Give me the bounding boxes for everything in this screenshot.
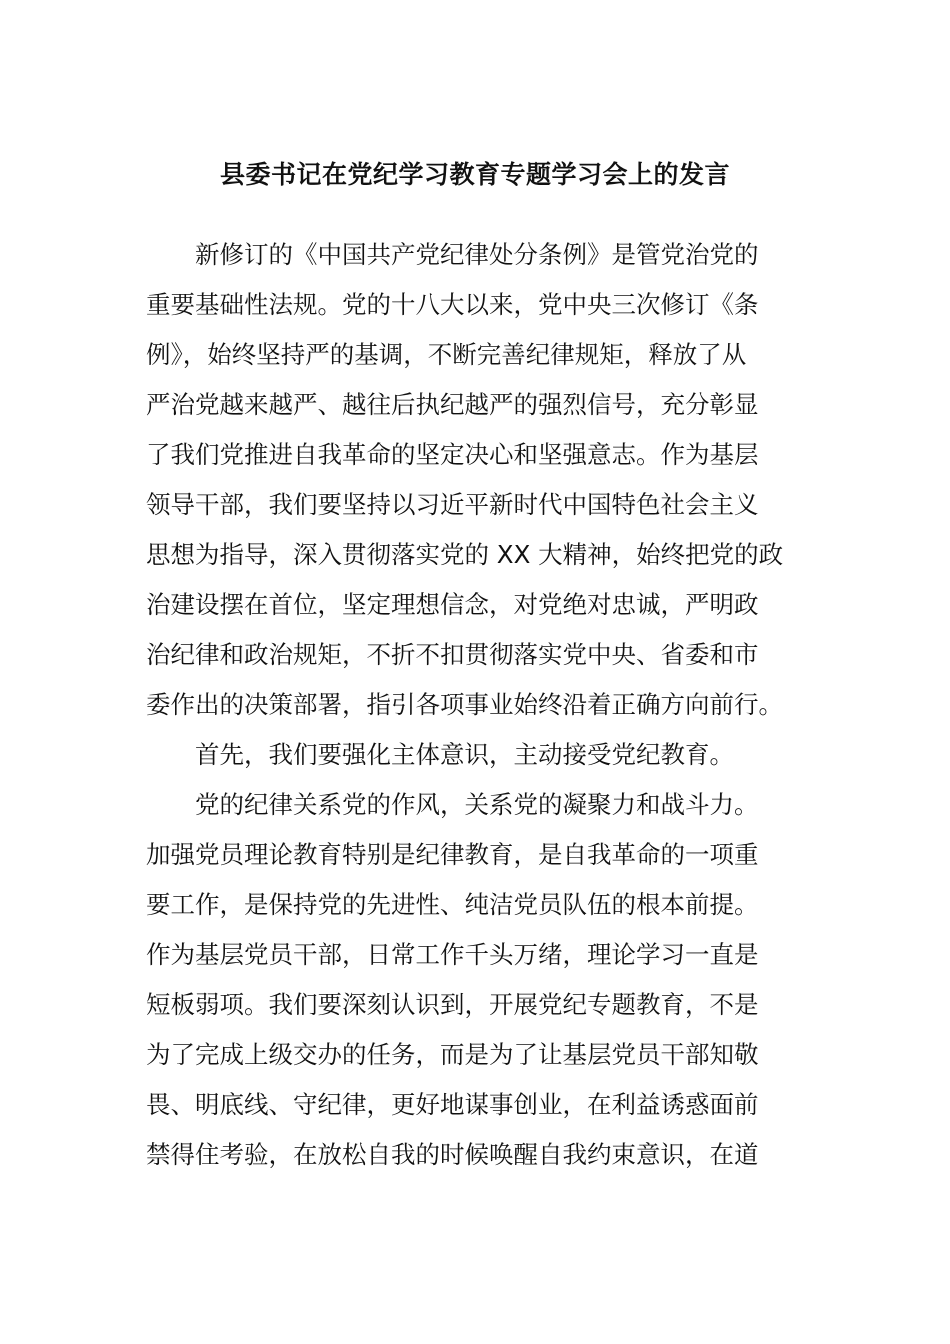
text-line: 重要基础性法规。党的十八大以来，党中央三次修订《条	[146, 290, 759, 319]
text-line: 治建设摆在首位，坚定理想信念，对党绝对忠诚，严明政	[146, 590, 759, 619]
text-line: 作为基层党员干部，日常工作千头万绪，理论学习一直是	[146, 940, 759, 969]
text-line: 短板弱项。我们要深刻认识到，开展党纪专题教育，不是	[146, 990, 759, 1019]
text-line: 党的纪律关系党的作风，关系党的凝聚力和战斗力。	[195, 790, 759, 819]
section-heading: 首先，我们要强化主体意识，主动接受党纪教育。	[195, 740, 734, 769]
text-line: 为了完成上级交办的任务，而是为了让基层党员干部知敬	[146, 1040, 759, 1069]
document-body	[146, 230, 806, 1180]
text-line: 了我们党推进自我革命的坚定决心和坚强意志。作为基层	[146, 440, 759, 469]
document-title: 县委书记在党纪学习教育专题学习会上的发言	[219, 160, 730, 189]
text-line: 例》，始终坚持严的基调，不断完善纪律规矩，释放了从	[146, 340, 747, 369]
text-line: 委作出的决策部署，指引各项事业始终沿着正确方向前行。	[146, 690, 783, 719]
text-line: 治纪律和政治规矩，不折不扣贯彻落实党中央、省委和市	[146, 640, 759, 669]
text-line: 领导干部，我们要坚持以习近平新时代中国特色社会主义	[146, 490, 759, 519]
text-line: 严治党越来越严、越往后执纪越严的强烈信号，充分彰显	[146, 390, 759, 419]
text-line: 禁得住考验，在放松自我的时候唤醒自我约束意识，在道	[146, 1140, 759, 1169]
text-line: 加强党员理论教育特别是纪律教育，是自我革命的一项重	[146, 840, 759, 869]
text-line: 思想为指导，深入贯彻落实党的 XX 大精神，始终把党的政	[146, 540, 784, 569]
text-line: 新修订的《中国共产党纪律处分条例》是管党治党的	[195, 240, 759, 269]
text-line: 畏、明底线、守纪律，更好地谋事创业，在利益诱惑面前	[146, 1090, 759, 1119]
text-line: 要工作，是保持党的先进性、纯洁党员队伍的根本前提。	[146, 890, 759, 919]
